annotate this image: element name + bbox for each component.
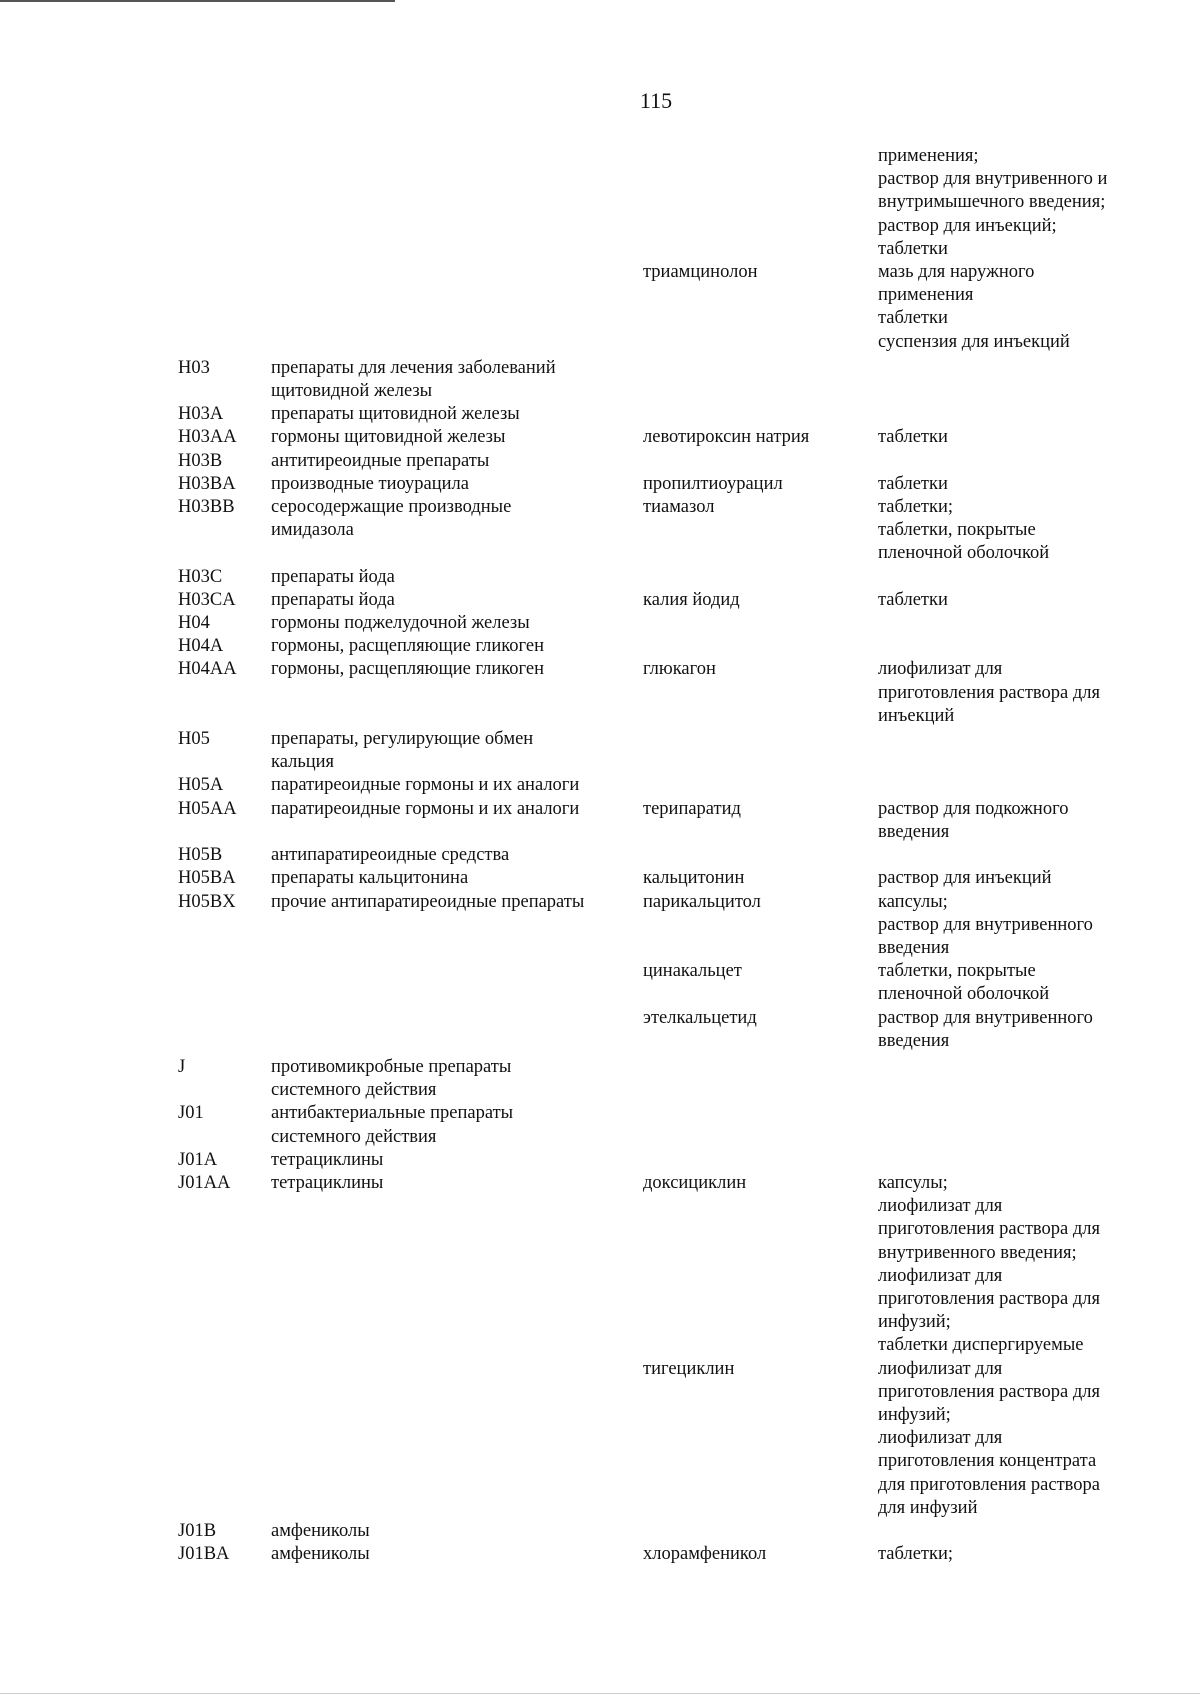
drug-name: кальцитонин bbox=[643, 868, 745, 889]
table-row bbox=[171, 566, 1141, 589]
table-row bbox=[171, 612, 1141, 635]
group-name: препараты кальцитонина bbox=[271, 868, 469, 889]
drug-name: цинакальцет bbox=[643, 961, 742, 982]
atc-code: J01BA bbox=[178, 1544, 230, 1565]
dosage-form: раствор для внутривенного введения bbox=[878, 1007, 1093, 1051]
drug-name: левотироксин натрия bbox=[643, 427, 810, 448]
dosage-form: раствор для подкожного введения bbox=[878, 798, 1069, 842]
group-name: гормоны, расщепляющие гликоген bbox=[271, 659, 544, 680]
top-rule bbox=[0, 0, 395, 2]
table-row bbox=[171, 261, 1141, 354]
dosage-form: таблетки bbox=[878, 427, 948, 448]
group-name: антибактериальные препараты системного действия bbox=[271, 1103, 514, 1147]
table-row bbox=[171, 774, 1141, 797]
atc-code: H05BX bbox=[178, 891, 236, 912]
drug-name: глюкагон bbox=[643, 659, 716, 680]
atc-code: H05BA bbox=[178, 868, 236, 889]
table-row bbox=[171, 1102, 1141, 1148]
drug-name: хлорамфеникол bbox=[643, 1544, 767, 1565]
table-row bbox=[171, 473, 1141, 496]
drug-name: этелкальцетид bbox=[643, 1007, 757, 1028]
group-name: прочие антипаратиреоидные препараты bbox=[271, 891, 585, 912]
group-name: гормоны, расщепляющие гликоген bbox=[271, 636, 544, 657]
atc-code: H04 bbox=[178, 613, 210, 634]
group-name: препараты йода bbox=[271, 589, 395, 610]
table-row bbox=[171, 403, 1141, 426]
table-row bbox=[171, 844, 1141, 867]
table-row bbox=[171, 891, 1141, 961]
table-row bbox=[171, 145, 1141, 261]
atc-code: H03 bbox=[178, 357, 210, 378]
group-name: гормоны поджелудочной железы bbox=[271, 613, 530, 634]
table-row bbox=[171, 1056, 1141, 1102]
group-name: амфениколы bbox=[271, 1544, 370, 1565]
group-name: производные тиоурацила bbox=[271, 473, 469, 494]
drug-name: тигециклин bbox=[643, 1358, 735, 1379]
table-row bbox=[171, 635, 1141, 658]
atc-code: H03C bbox=[178, 566, 223, 587]
drug-name: тиамазол bbox=[643, 497, 715, 518]
table-row bbox=[171, 1007, 1141, 1053]
table-row bbox=[171, 426, 1141, 449]
group-name: препараты для лечения заболеваний щитовидной железы bbox=[271, 357, 556, 402]
group-name: гормоны щитовидной железы bbox=[271, 427, 506, 448]
atc-code: H03B bbox=[178, 450, 223, 471]
dosage-form: раствор для инъекций bbox=[878, 868, 1052, 889]
dosage-form: капсулы; лиофилизат для приготовления раствора для внутривенного введения; лиофилизат для приготовления раствора для инфузий; таблетки диспергируемые bbox=[878, 1172, 1100, 1356]
group-name: противомикробные препараты системного действия bbox=[271, 1056, 512, 1101]
atc-code: H05B bbox=[178, 845, 223, 866]
dosage-form: таблетки; bbox=[878, 1544, 954, 1565]
atc-code: H03A bbox=[178, 404, 224, 425]
table-row bbox=[171, 1543, 1141, 1566]
dosage-form: капсулы; раствор для внутривенного введения bbox=[878, 891, 1093, 958]
bottom-rule bbox=[0, 1693, 1200, 1694]
table-row bbox=[171, 1358, 1141, 1520]
group-name: тетрациклины bbox=[271, 1149, 384, 1170]
group-name: тетрациклины bbox=[271, 1172, 384, 1193]
atc-code: H05A bbox=[178, 775, 224, 796]
dosage-form: лиофилизат для приготовления раствора для инфузий; лиофилизат для приготовления концентрата для приготовления раствора для инфузий bbox=[878, 1358, 1100, 1518]
atc-code: J01AA bbox=[178, 1172, 231, 1193]
dosage-form: мазь для наружного применения таблетки суспензия для инъекций bbox=[878, 262, 1070, 352]
atc-code: H05 bbox=[178, 729, 210, 750]
dosage-form: таблетки; таблетки, покрытые пленочной оболочкой bbox=[878, 497, 1050, 564]
group-name: паратиреоидные гормоны и их аналоги bbox=[271, 798, 580, 819]
atc-code: J01 bbox=[178, 1103, 204, 1124]
table-row bbox=[171, 589, 1141, 612]
table-row bbox=[171, 867, 1141, 890]
atc-code: H03BB bbox=[178, 497, 235, 518]
dosage-form: таблетки bbox=[878, 589, 948, 610]
table-row bbox=[171, 960, 1141, 1006]
atc-code: J01B bbox=[178, 1520, 217, 1541]
group-name: паратиреоидные гормоны и их аналоги bbox=[271, 775, 580, 796]
drug-table bbox=[171, 145, 1141, 1566]
drug-name: калия йодид bbox=[643, 589, 740, 610]
table-row bbox=[171, 357, 1141, 403]
table-row bbox=[171, 1172, 1141, 1358]
group-name: серосодержащие производные имидазола bbox=[271, 497, 512, 541]
table-row bbox=[171, 450, 1141, 473]
table-row bbox=[171, 658, 1141, 728]
group-name: антитиреоидные препараты bbox=[271, 450, 490, 471]
table-row bbox=[171, 728, 1141, 774]
dosage-form: лиофилизат для приготовления раствора для инъекций bbox=[878, 659, 1100, 726]
page-number: 115 bbox=[639, 88, 673, 113]
drug-name: парикальцитол bbox=[643, 891, 761, 912]
atc-code: H04AA bbox=[178, 659, 237, 680]
table-row bbox=[171, 496, 1141, 566]
group-name: препараты йода bbox=[271, 566, 395, 587]
group-name: препараты щитовидной железы bbox=[271, 404, 520, 425]
dosage-form: применения; раствор для внутривенного и внутримышечного введения; раствор для инъекций; таблетки bbox=[878, 146, 1108, 259]
drug-name: пропилтиоурацил bbox=[643, 473, 783, 494]
atc-code: H03CA bbox=[178, 589, 236, 610]
drug-name: триамцинолон bbox=[643, 262, 758, 283]
drug-name: доксициклин bbox=[643, 1172, 747, 1193]
group-name: препараты, регулирующие обмен кальция bbox=[271, 729, 534, 773]
table-row bbox=[171, 1520, 1141, 1543]
atc-code: J01A bbox=[178, 1149, 218, 1170]
group-name: амфениколы bbox=[271, 1520, 370, 1541]
dosage-form: таблетки bbox=[878, 473, 948, 494]
atc-code: H04A bbox=[178, 636, 224, 657]
dosage-form: таблетки, покрытые пленочной оболочкой bbox=[878, 961, 1050, 1005]
group-name: антипаратиреоидные средства bbox=[271, 845, 510, 866]
atc-code: H03AA bbox=[178, 427, 237, 448]
drug-name: терипаратид bbox=[643, 798, 741, 819]
atc-code: H05AA bbox=[178, 798, 237, 819]
table-row bbox=[171, 1149, 1141, 1172]
atc-code: H03BA bbox=[178, 473, 236, 494]
atc-code: J bbox=[178, 1056, 186, 1077]
table-row bbox=[171, 798, 1141, 844]
